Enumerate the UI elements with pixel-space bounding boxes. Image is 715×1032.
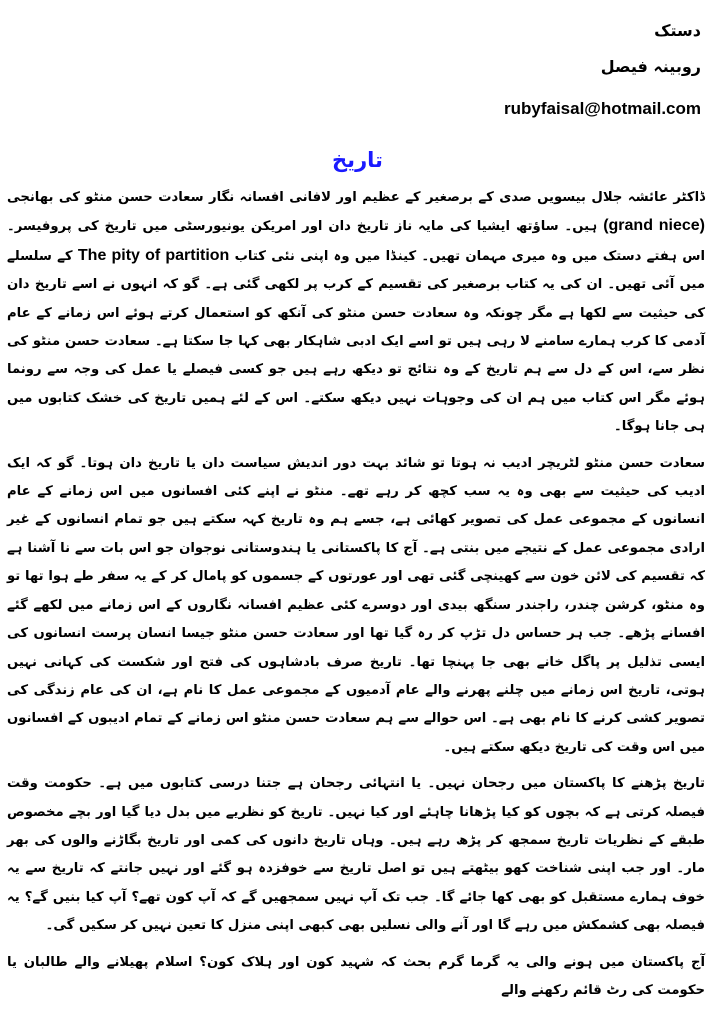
paragraph-4: [7, 949, 705, 1006]
article-title: تاریخ: [332, 148, 383, 172]
column-name: دستک: [654, 21, 701, 40]
english-book-title: The pity of partition: [77, 246, 230, 264]
paragraph-1: [7, 184, 705, 442]
paragraph-text: سعادت حسن منٹو لٹریچر ادیب نہ ہوتا تو شائد بہت دور اندیش سیاست دان یا تاریخ دان ہوتا۔ گو کہ ایک ادیب کی حیثیت سے بھی وہ یہ سب کچھ کر رہے تھے۔ منٹو نے اپنے کئی افسانوں میں اس زمانے کے عام انسانوں کے مجموعی عمل کی تصویر کھائی ہے، جسے ہم وہ تاریخ کہہ سکتے ہیں جو تمام انسانوں کے غیر ارادی مجموعی عمل کے نتیجے میں بنتی ہے۔ آج کا پاکستانی یا ہندوستانی نوجوان جو اس بات سے نا آشنا ہے کہ تقسیم کی لائن خون سے کھینچی گئی تھی اور عورتوں کے جسموں کو پامال کر کے یہ سفر طے ہوا تھا تو وہ منٹو، کرشن چندر، راجندر سنگھ بیدی اور دوسرے کئی عظیم افسانہ نگاروں کے اس زمانے میں لکھے گئے افسانے پڑھے۔ جب ہر حساس دل تڑپ کر رہ گیا تھا اور سعادت حسن منٹو جیسا انسان پرست انسانوں کی ایسی تذلیل پر پاگل خانے بھی جا پہنچا تھا۔ تاریخ صرف بادشاہوں کی فتح اور شکست کی کہانی نہیں ہوتی، تاریخ اس زمانے میں چلنے پھرنے والے عام آدمیوں کے مجموعی عمل کا نام ہے، ان کی عام زندگی کی تصویر کشی کرنے کا نام بھی ہے۔ اس حوالے سے ہم سعادت حسن منٹو اس زمانے کے تمام ادیبوں کے افسانوں میں اس وقت کی تاریخ دیکھ سکتے ہیں۔: [7, 455, 705, 755]
paragraph-text: کے سلسلے میں آئی تھیں۔ ان کی یہ کتاب برصغیر کی تقسیم کے کرب پر لکھی گئی ہے۔ گو کہ انہوں نے اسے تاریخ دان کی حیثیت سے لکھا ہے مگر چونکہ وہ سعادت حسن منٹو کی آنکھ کو استعمال کرتے ہوئے اس زمانے کے عام آدمی کا کرب ہمارے سامنے لا رہی ہیں تو اسے ایک ادبی شاہکار بھی کہا جا سکتا ہے۔ سعادت حسن منٹو کی نظر سے، اس کے دل سے ہم تاریخ کے وہ نتائج تو دیکھ رہے ہیں جو کسی فیصلے یا عمل کی وجہ سے رونما ہوئے مگر اس کتاب میں ہم ان کی وجوہات نہیں دیکھ سکتے۔ اس کے لئے ہمیں تاریخ کی خشک کتابوں میں ہی جانا ہوگا۔: [7, 248, 705, 435]
paragraph-text: ہیں۔ ساؤتھ ایشیا کی مایہ ناز تاریخ دان اور امریکن یونیورسٹی میں تاریخ کی پروفیسر۔ اس ہفتے دستک میں وہ میری مہمان تھیں۔ کینڈا میں وہ اپنی نئی کتاب: [7, 219, 706, 264]
paragraph-2: [7, 450, 705, 762]
paragraph-3: [7, 770, 705, 940]
article-header: [301, 20, 701, 120]
author-name: روبینہ فیصل: [600, 57, 701, 76]
english-term-grand-niece: (grand niece): [603, 217, 705, 235]
paragraph-text: آج پاکستان میں ہونے والی یہ گرما گرم بحث کہ شہید کون اور ہلاک کون؟ اسلام پھیلانے والے طالبان یا حکومت کی رٹ قائم رکھنے والے: [7, 954, 705, 998]
article-body: [7, 184, 705, 1013]
paragraph-text: ڈاکٹر عائشہ جلال بیسویں صدی کے برصغیر کے عظیم اور لافانی افسانہ نگار سعادت حسن منٹو کی بھانجی: [7, 190, 705, 205]
author-email: rubyfaisal@hotmail.com: [503, 99, 701, 118]
paragraph-text: تاریخ پڑھنے کا پاکستان میں رجحان نہیں۔ یا انتہائی رجحان ہے جتنا درسی کتابوں میں ہے۔ حکومت وقت فیصلہ کرتی ہے کہ بچوں کو کیا پڑھانا چاہئے اور کیا نہیں۔ تاریخ کو نظریے میں بدل دیا گیا اور بچے مخصوص طبقے کے نظریات تاریخ سمجھ کر پڑھ رہے ہیں۔ وہاں تاریخ دانوں کی کمی اور تاریخ بگاڑنے والوں کی بھر مار۔ اور جب اپنی شناخت کھو بیٹھتے ہیں تو اصل تاریخ سے خوفزدہ ہو گئے اور نہیں جانتے کہ تاریخ سے یہ خوف ہمارے مستقبل کو بھی کھا جائے گا۔ جب تک آپ نہیں سمجھیں گے کہ آپ کون تھے؟ آپ کیا بنیں گے؟ یہ فیصلہ بھی کشمکش میں رہے گا اور آنے والی نسلیں بھی کبھی اپنی منزل کا تعین نہیں کر سکیں گی۔: [7, 776, 705, 934]
